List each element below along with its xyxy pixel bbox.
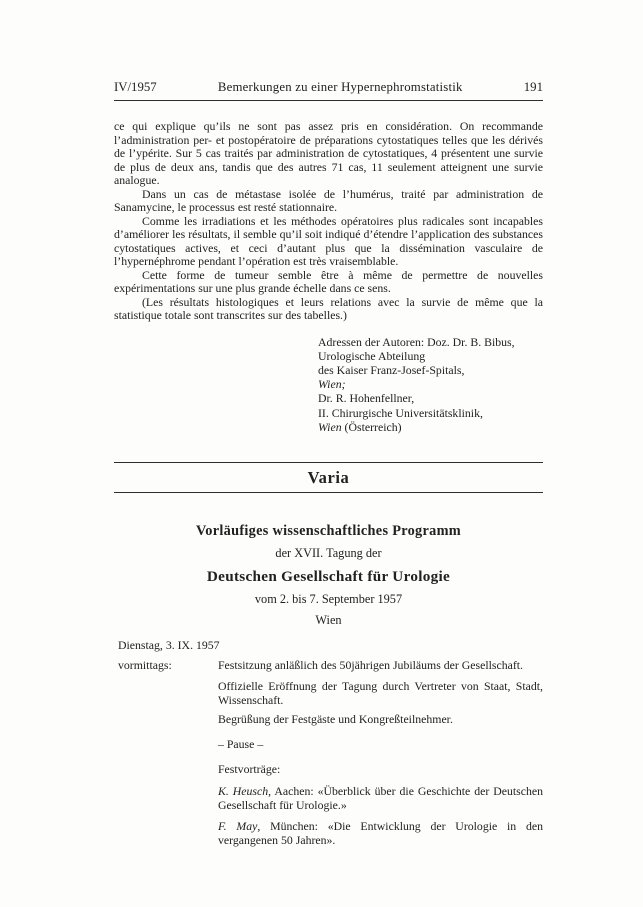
speaker-name: F. May: [218, 818, 258, 833]
schedule-row: [118, 658, 543, 847]
schedule-item: Festsitzung anläßlich des 50jährigen Jubiläums der Gesellschaft.: [218, 658, 524, 673]
program-title: Vorläufiges wissenschaftliches Programm: [195, 522, 462, 539]
schedule-day: Dienstag, 3. IX. 1957: [118, 637, 220, 652]
paragraph: Cette forme de tumeur semble être à même de permettre de nouvelles expérimentations sur une plus grande échelle dans ce sens.: [114, 267, 543, 295]
paragraph: (Les résultats histologiques et leurs relations avec la survie de même que la statistique totale sont transcrites sur des tabelles.): [114, 294, 543, 322]
program-dates: vom 2. bis 7. September 1957: [254, 591, 403, 606]
address-city: Wien: [318, 419, 342, 434]
schedule: [118, 638, 543, 847]
address-line: Adressen der Autoren: Doz. Dr. B. Bibus,: [318, 334, 515, 349]
program-location: Wien: [315, 612, 342, 627]
page-content: [114, 80, 543, 847]
varia-title: Varia: [307, 467, 350, 487]
article-body: [114, 120, 543, 323]
running-header: [114, 80, 543, 101]
schedule-item: Begrüßung der Festgäste und Kongreßteilnehmer.: [218, 712, 453, 727]
speaker-name: K. Heusch: [218, 784, 269, 798]
session-label: vormittags:: [118, 658, 172, 673]
lecture-text: , München: «Die Entwicklung der Urologie in den vergangenen 50 Jahren».: [218, 818, 543, 847]
program-heading: [114, 523, 543, 628]
journal-issue: IV/1957: [114, 80, 157, 94]
program-society: Deutschen Gesellschaft für Urologie: [206, 567, 451, 585]
lecture-item: [218, 819, 543, 848]
address-line: Dr. R. Hohenfellner,: [318, 391, 415, 406]
authors-address: [318, 335, 543, 434]
page-number: 191: [523, 80, 543, 94]
address-line: des Kaiser Franz-Josef-Spitals,: [318, 362, 465, 377]
address-line: II. Chirurgische Universitätsklinik,: [318, 405, 483, 420]
pause-label: – Pause –: [218, 737, 264, 752]
varia-divider: [114, 462, 543, 493]
address-country: (Österreich): [341, 419, 402, 434]
schedule-item: Offizielle Eröffnung der Tagung durch Vertreter von Staat, Stadt, Wissenschaft.: [218, 678, 543, 707]
paragraph: ce qui explique qu’ils ne sont pas assez pris en considération. On recommande l’administration per- et postopératoire de préparations cytostatiques telles que les dérivés de l’ypérite. Sur 5 cas traités par administration de cytostatiques, 4 présentent une survie de plus de deux ans, tandis que des autres 71 cas, 11 seulement atteignent une survie analogue.: [114, 119, 543, 187]
paragraph: Dans un cas de métastase isolée de l’humérus, traité par administration de Sanamycine, le processus est resté stationnaire.: [114, 186, 543, 214]
lecture-item: [218, 784, 543, 813]
address-line: Urologische Abteilung: [318, 348, 426, 363]
schedule-items: [218, 658, 543, 847]
address-line: Wien;: [318, 377, 346, 392]
address-line: [318, 420, 543, 434]
lecture-text: , Aachen: «Überblick über die Geschichte der Deutschen Gesellschaft für Urologie.»: [218, 784, 543, 813]
running-title: Bemerkungen zu einer Hypernephromstatistik: [217, 80, 463, 94]
program-subtitle: der XVII. Tagung der: [275, 545, 382, 560]
lectures-label: Festvorträge:: [218, 761, 281, 776]
paragraph: Comme les irradiations et les méthodes opératoires plus radicales sont incapables d’améliorer les résultats, il semble qu’il soit indiqué d’étendre l’application des substances cytostatiques actives, et ceci d’autant plus que la dissémination vasculaire de l’hypernéphrome pendant l’opération est très vraisemblable.: [114, 213, 543, 268]
